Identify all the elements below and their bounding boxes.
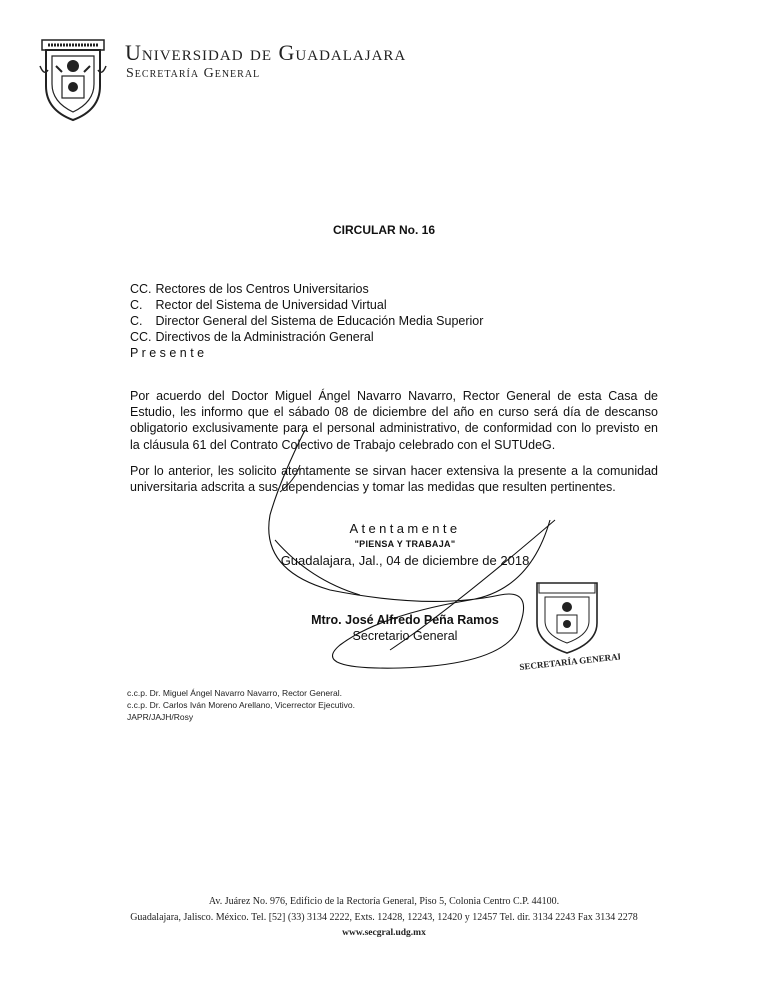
recipient-name: Rectores de los Centros Universitarios [155, 282, 369, 296]
recipient-name: Director General del Sistema de Educación Media Superior [155, 314, 484, 328]
signer-title: Secretario General [352, 629, 458, 643]
recipient-prefix: CC. [130, 330, 152, 344]
footer-website[interactable]: www.secgral.udg.mx [342, 928, 426, 938]
official-seal-stamp [515, 575, 620, 670]
document-title: CIRCULAR No. 16 [332, 223, 435, 237]
university-name: Universidad de Guadalajara [125, 40, 407, 65]
body-paragraph: Por acuerdo del Doctor Miguel Ángel Navarro Navarro, Rector General de esta Casa de Estudio, les informo que el sábado 08 de diciembre del año en curso será día de descanso obligatorio exclusivamente para el personal administrativo, de conformidad con lo previsto en la cláusula 61 del Contrato Colectivo de Trabajo celebrado con el SUTUdeG. [130, 389, 658, 452]
motto: "PIENSA Y TRABAJA" [354, 539, 456, 549]
seal-text: SECRETARÍA GENERAL [518, 651, 620, 670]
footer-address: Av. Juárez No. 976, Edificio de la Rectoría General, Piso 5, Colonia Centro C.P. 44100. [208, 896, 560, 907]
recipient-line [130, 314, 483, 328]
closing: Atentamente [349, 521, 461, 536]
ccp-line: JAPR/JAJH/Rosy [127, 712, 194, 722]
recipient-prefix: CC. [130, 282, 152, 296]
body-paragraph: Por lo anterior, les solicito atentamente se sirvan hacer extensiva la presente a la comunidad universitaria adscrita a sus dependencias y tomar las medidas que resulten pertinentes. [130, 464, 658, 495]
recipient-line [130, 282, 369, 296]
footer-contact: Guadalajara, Jalisco. México. Tel. [52] (33) 3134 2222, Exts. 12428, 12243, 12420 y 12457 Tel. dir. 3134 2243 Fax 3134 2278 [130, 912, 638, 923]
recipient-prefix: C. [130, 314, 143, 328]
recipient-prefix: C. [130, 298, 143, 312]
ccp-line: c.c.p. Dr. Miguel Ángel Navarro Navarro, Rector General. [127, 688, 342, 698]
department-name: Secretaría General [126, 66, 261, 81]
university-crest-icon [38, 36, 108, 122]
ccp-line: c.c.p. Dr. Carlos Iván Moreno Arellano, Vicerrector Ejecutivo. [127, 700, 356, 710]
place-date: Guadalajara, Jal., 04 de diciembre de 2018 [280, 553, 530, 568]
signer-name: Mtro. José Alfredo Peña Ramos [311, 613, 499, 627]
recipient-line [130, 298, 387, 312]
recipient-name: Directivos de la Administración General [155, 330, 374, 344]
presente-line: P r e s e n t e [130, 346, 205, 360]
recipient-line [130, 330, 374, 344]
recipient-name: Rector del Sistema de Universidad Virtual [155, 298, 387, 312]
